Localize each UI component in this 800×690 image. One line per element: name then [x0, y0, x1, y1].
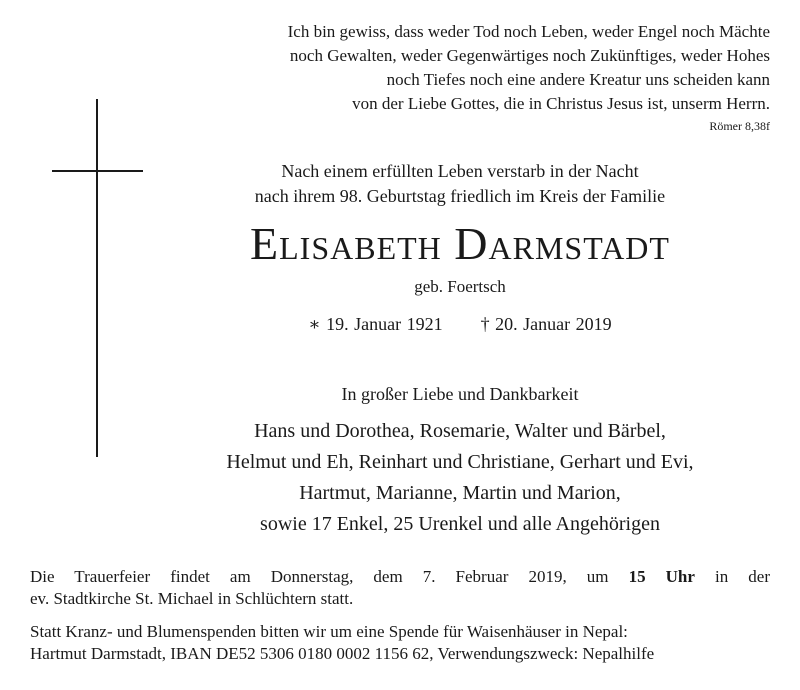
donation-info: [30, 621, 770, 665]
life-dates: [140, 313, 780, 335]
death-date: † 20. Januar 2019: [480, 314, 612, 334]
cross-icon-bar: [52, 170, 143, 172]
donation-account: Hartmut Darmstadt, IBAN DE52 5306 0180 0002 1156 62, Verwendungszweck: Nepalhilfe: [30, 644, 655, 663]
ceremony-text-end: in der: [715, 567, 770, 586]
birth-date: ∗ 19. Januar 1921: [308, 314, 443, 334]
ceremony-time: 15 Uhr: [628, 567, 695, 586]
ceremony-text: Die Trauerfeier findet am Donnerstag, dem 7. Februar 2019, um: [30, 567, 609, 586]
birth-name: geb. Foertsch: [414, 277, 506, 296]
mourner-line: sowie 17 Enkel, 25 Urenkel und alle Angehörigen: [260, 513, 660, 535]
intro-line: nach ihrem 98. Geburtstag friedlich im Kreis der Familie: [254, 186, 666, 206]
mourner-line: Hans und Dorothea, Rosemarie, Walter und Bärbel,: [254, 420, 666, 442]
mourner-line: Helmut und Eh, Reinhart und Christiane, Gerhart und Evi,: [226, 451, 694, 473]
verse-line: von der Liebe Gottes, die in Christus Jesus ist, unserm Herrn.: [352, 94, 770, 113]
mourners-heading: In großer Liebe und Dankbarkeit: [341, 384, 579, 404]
ceremony-line: [30, 566, 770, 588]
verse-line: Ich bin gewiss, dass weder Tod noch Leben, weder Engel noch Mächte: [287, 22, 770, 41]
verse-source: Römer 8,38f: [709, 119, 770, 133]
deceased-name: Elisabeth Darmstadt: [250, 218, 670, 269]
cross-icon: [96, 99, 98, 457]
donation-request: Statt Kranz- und Blumenspenden bitten wir um eine Spende für Waisenhäuser in Nepal:: [30, 622, 628, 641]
mourner-line: Hartmut, Marianne, Martin und Marion,: [299, 482, 621, 504]
verse-line: noch Gewalten, weder Gegenwärtiges noch Zukünftiges, weder Hohes: [289, 46, 770, 65]
bible-verse: [150, 20, 770, 134]
ceremony-info: [30, 566, 770, 610]
verse-line: noch Tiefes noch eine andere Kreatur uns scheiden kann: [386, 70, 770, 89]
intro-line: Nach einem erfüllten Leben verstarb in der Nacht: [281, 161, 639, 181]
mourners-list: [140, 416, 780, 540]
intro-text: [140, 159, 780, 209]
ceremony-location: ev. Stadtkirche St. Michael in Schlüchtern statt.: [30, 589, 354, 608]
